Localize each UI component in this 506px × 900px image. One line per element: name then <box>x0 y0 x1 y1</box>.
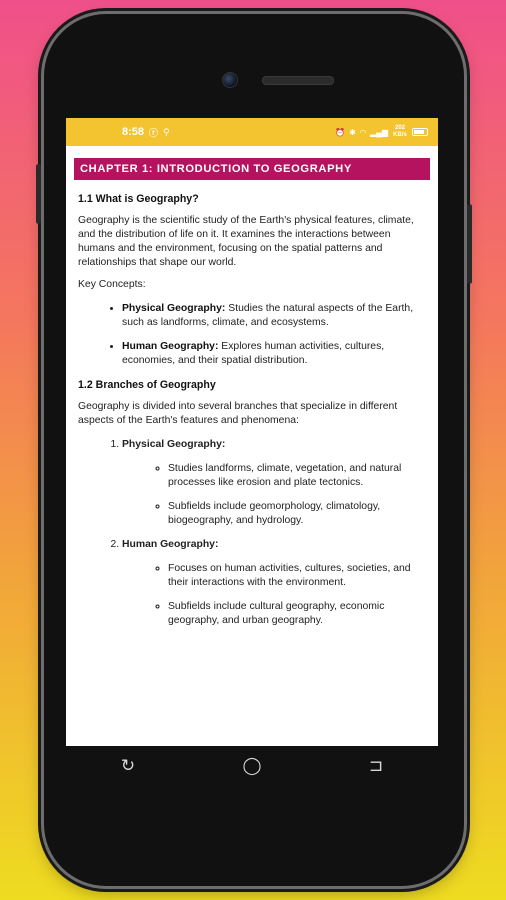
list-item: ◦ Subfields include cultural geography, economic geography, and urban geography. <box>168 600 426 628</box>
concept-term: Human Geography: <box>122 341 219 352</box>
branch-points <box>122 462 426 528</box>
branches-list <box>78 438 426 628</box>
phone-screen <box>66 118 438 746</box>
list-item <box>122 538 426 628</box>
signal-icon: ▂▄▆ <box>370 127 388 137</box>
alarm-icon: ⏰ <box>335 127 346 137</box>
section-heading-what-is-geography: 1.1 What is Geography? <box>78 193 199 205</box>
branch-title: 2. Human Geography: <box>122 539 219 550</box>
section-paragraph: Geography is the scientific study of the Earth's physical features, climate, and the distribution of life on it. It examines the interactions between humans and the environment, focusing on the spatial patterns and relationships that shape our world. <box>78 215 414 268</box>
concept-desc: Studies the natural aspects of the Earth, such as landforms, climate, and ecosystems. <box>122 303 414 328</box>
concept-desc: Explores human activities, cultures, economies, and their spatial distribution. <box>122 341 385 366</box>
bluetooth-icon: ✱ <box>349 127 356 137</box>
concept-term: Physical Geography: <box>122 303 226 314</box>
status-bar <box>66 118 438 146</box>
usb-icon: ⚲ <box>163 126 170 137</box>
section-heading-branches: 1.2 Branches of Geography <box>78 379 216 391</box>
list-item <box>122 340 426 368</box>
android-nav-bar <box>66 746 438 786</box>
back-icon[interactable]: ⊐ <box>368 756 384 775</box>
status-time: 8:58 <box>122 126 145 138</box>
list-item <box>122 302 426 330</box>
branch-title: 1. Physical Geography: <box>122 439 226 450</box>
document-content <box>66 146 438 628</box>
key-concepts-list <box>78 302 426 368</box>
home-icon[interactable]: ◯ <box>242 756 262 775</box>
notification-icon: ⓡ <box>149 127 159 138</box>
list-item: ◦ Focuses on human activities, cultures, societies, and their interactions with the environment. <box>168 562 426 590</box>
branch-points <box>122 562 426 628</box>
list-item: ◦ Studies landforms, climate, vegetation, and natural processes like erosion and plate tectonics. <box>168 462 426 490</box>
recent-apps-icon[interactable]: ↻ <box>120 756 136 775</box>
front-camera <box>222 72 238 88</box>
battery-icon <box>412 128 428 136</box>
volume-button <box>36 164 41 224</box>
wifi-icon: ◠ <box>359 127 367 137</box>
section-paragraph: Geography is divided into several branches that specialize in different aspects of the Earth's features and phenomena: <box>78 401 398 426</box>
list-item <box>122 438 426 528</box>
earpiece-speaker <box>262 76 334 85</box>
list-item: ◦ Subfields include geomorphology, climatology, biogeography, and hydrology. <box>168 500 426 528</box>
chapter-title: CHAPTER 1: INTRODUCTION TO GEOGRAPHY <box>74 158 430 180</box>
key-concepts-label: Key Concepts: <box>78 279 146 290</box>
network-speed: 202 KB/s <box>393 125 407 138</box>
power-button <box>467 204 472 284</box>
